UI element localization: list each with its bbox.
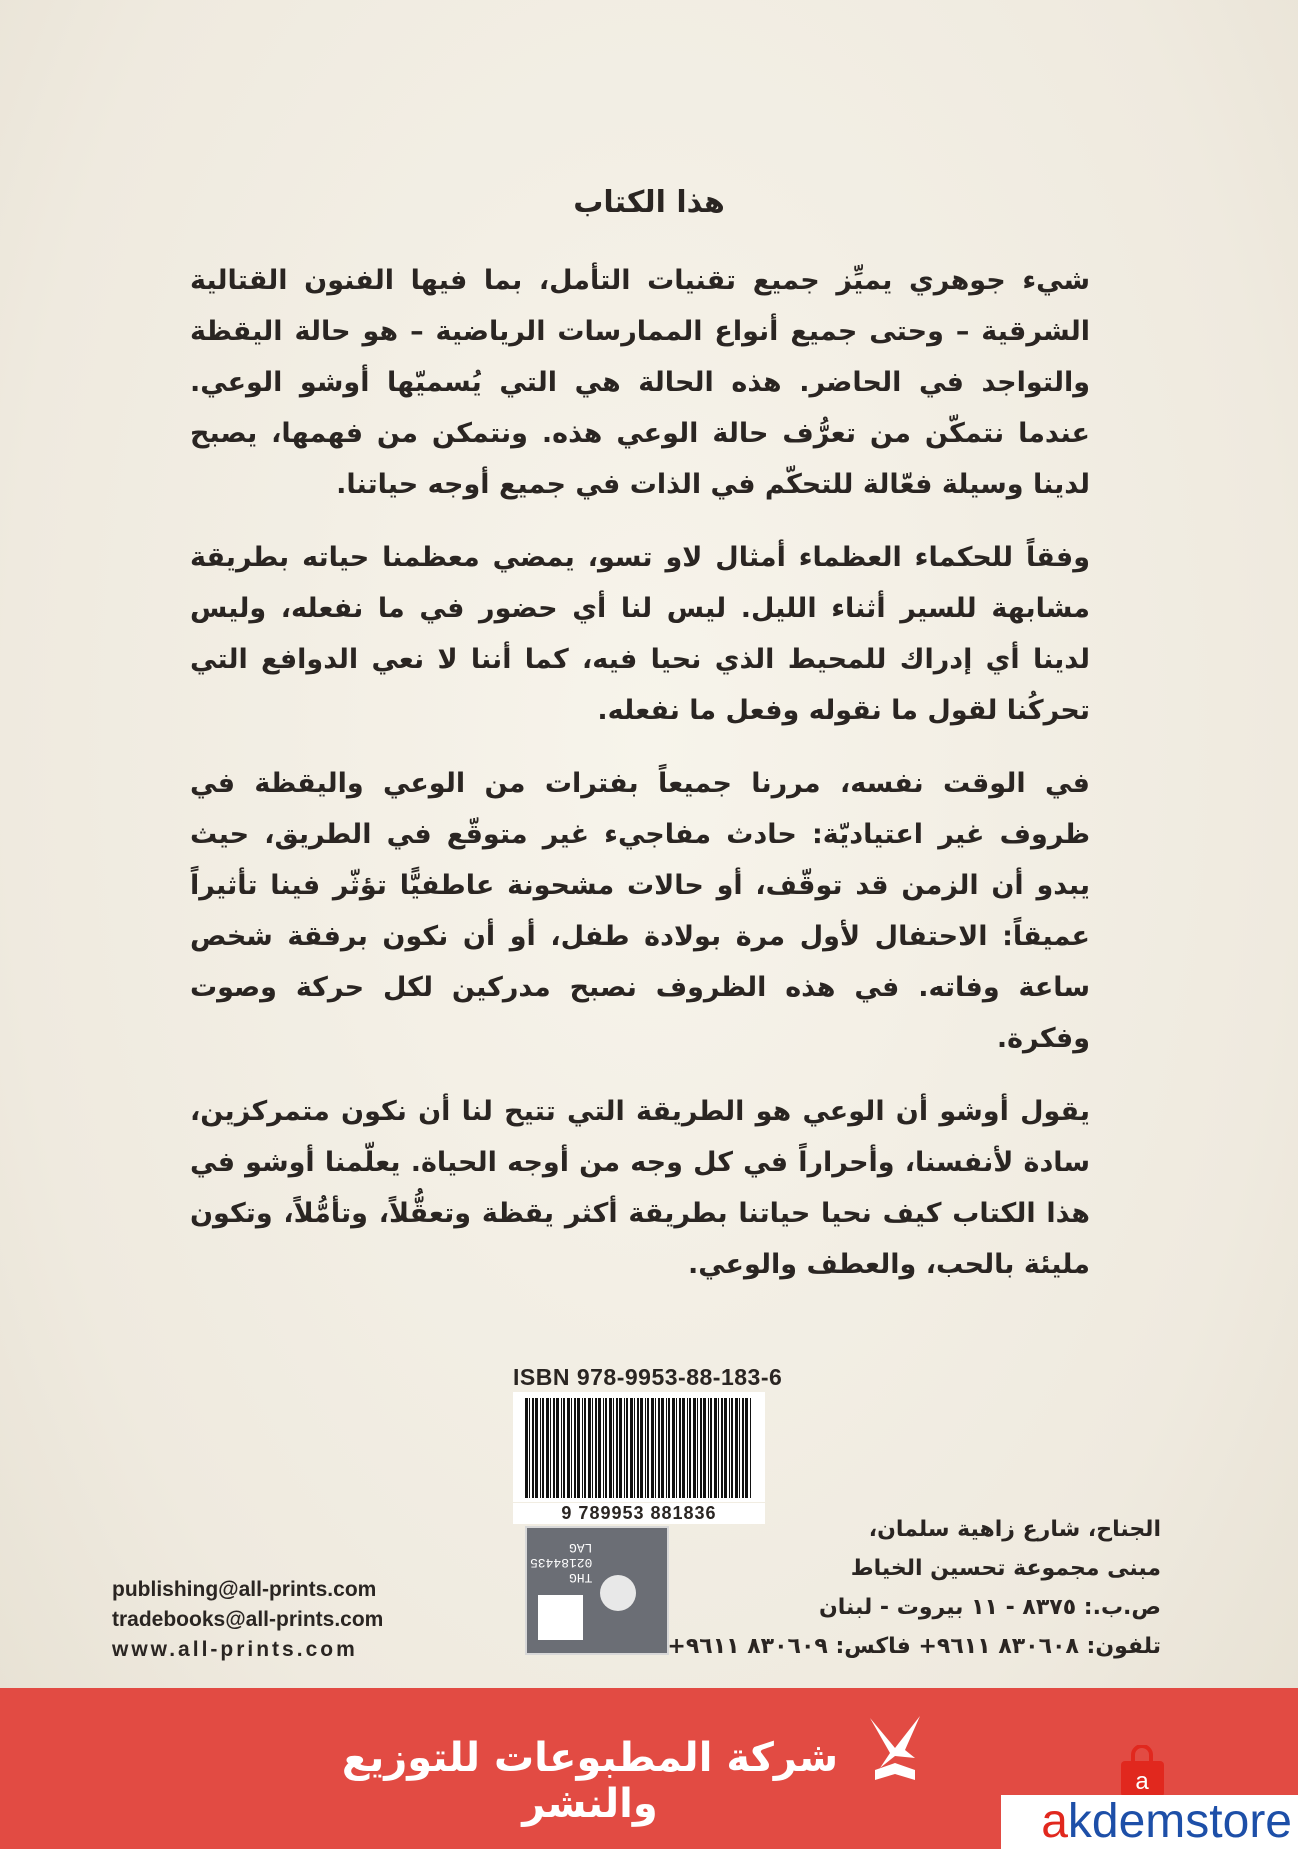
barcode-bar [745, 1398, 748, 1498]
shopping-bag-icon [1115, 1745, 1170, 1800]
barcode-bar [595, 1398, 597, 1498]
barcode-bar [672, 1398, 675, 1498]
barcode-bar [651, 1398, 654, 1498]
barcode-bar [679, 1398, 681, 1498]
barcode [513, 1392, 765, 1502]
description-text [190, 255, 1090, 1312]
barcode-bar [640, 1398, 643, 1498]
barcode-bar [546, 1398, 549, 1498]
bird-logo-icon [860, 1708, 930, 1788]
publisher-address: الجناح، شارع زاهية سلمان، مبنى مجموعة تحسين الخياط ص.ب.: ٨٣٧٥ - ١١ بيروت - لبنان تلفون: ٨٣٠٦٠٨ ٩٦١١+ فاكس: ٨٣٠٦٠٩ ٩٦١١+ [667, 1517, 1161, 1659]
barcode-bar [668, 1398, 670, 1498]
barcode-bar [626, 1398, 628, 1498]
barcode-bar [630, 1398, 633, 1498]
barcode-bar [556, 1398, 559, 1498]
sticker-logo-icon [600, 1575, 636, 1611]
section-title: هذا الكتاب [573, 185, 725, 220]
barcode-bar [571, 1398, 572, 1498]
barcode-bar [700, 1398, 702, 1498]
barcode-bar [710, 1398, 712, 1498]
barcode-bar [637, 1398, 639, 1498]
barcode-bar [714, 1398, 717, 1498]
barcode-bar [563, 1398, 565, 1498]
barcode-bar [592, 1398, 593, 1498]
barcode-bar [703, 1398, 706, 1498]
barcode-bar [605, 1398, 607, 1498]
barcode-bar [577, 1398, 580, 1498]
barcode-bar [588, 1398, 591, 1498]
barcode-bar [724, 1398, 727, 1498]
barcode-bar [655, 1398, 656, 1498]
barcode-bar [666, 1398, 667, 1498]
barcode-bar [619, 1398, 622, 1498]
paragraph-3: في الوقت نفسه، مررنا جميعاً بفترات من الوعي واليقظة في ظروف غير اعتياديّة: حادث مفاجيء غير متوقّع في الطريق، حيث يبدو أن الزمن قد توقّف، أو حالات مشحونة عاطفيًّا تؤثّر فينا تأثيراً عميقاً: الاحتفال لأول مرة بولادة طفل، أو أن نكون برفقة شخص ساعة وفاته. في هذه الظروف نصبح مدركين لكل حركة وصوت وفكرة. [190, 768, 1090, 1054]
svg-text:a: a [1135, 1768, 1149, 1795]
paragraph-4: يقول أوشو أن الوعي هو الطريقة التي تتيح لنا أن نكون متمركزين، سادة لأنفسنا، وأحراراً في كل وجه من أوجه الحياة. يعلّمنا أوشو في هذا الكتاب كيف نحيا حياتنا بطريقة أكثر يقظة وتعقُّلاً، وتأمُّلاً، وتكون مليئة بالحب، والعطف والوعي. [190, 1096, 1090, 1280]
barcode-bar [689, 1398, 691, 1498]
barcode-bar [529, 1398, 530, 1498]
barcode-bar [676, 1398, 677, 1498]
barcode-bar [582, 1398, 583, 1498]
barcode-bar [609, 1398, 612, 1498]
isbn-label: ISBN 978-9953-88-183-6 [513, 1364, 783, 1390]
barcode-bar [584, 1398, 586, 1498]
barcode-bar [535, 1398, 538, 1498]
barcode-bar [603, 1398, 604, 1498]
barcode-bar [550, 1398, 551, 1498]
barcode-bar [542, 1398, 544, 1498]
barcode-bar [739, 1398, 740, 1498]
barcode-bar [687, 1398, 688, 1498]
barcode-bar [718, 1398, 719, 1498]
barcode-bar [731, 1398, 733, 1498]
barcode-bar [658, 1398, 660, 1498]
barcode-bar [624, 1398, 625, 1498]
barcode-bar [729, 1398, 730, 1498]
barcode-bar [645, 1398, 646, 1498]
barcode-bar [708, 1398, 709, 1498]
barcode-bar [750, 1398, 751, 1498]
barcode-bar [661, 1398, 664, 1498]
barcode-bar [553, 1398, 555, 1498]
barcode-bar [525, 1398, 528, 1498]
barcode-bars [523, 1398, 755, 1498]
barcode-bar [682, 1398, 685, 1498]
barcode-bar [567, 1398, 570, 1498]
barcode-digits: 9 789953 881836 [513, 1503, 765, 1524]
store-watermark: akdemstore [1001, 1795, 1298, 1849]
barcode-bar [697, 1398, 698, 1498]
barcode-bar [532, 1398, 534, 1498]
email-publishing[interactable]: publishing@all-prints.com [112, 1578, 377, 1601]
qr-code-icon [538, 1595, 583, 1640]
barcode-bar [613, 1398, 614, 1498]
barcode-bar [647, 1398, 649, 1498]
email-tradebooks[interactable]: tradebooks@all-prints.com [112, 1608, 384, 1631]
barcode-bar [693, 1398, 696, 1498]
publisher-name: شركة المطبوعات للتوزيع والنشر [341, 1735, 839, 1827]
barcode-bar [735, 1398, 738, 1498]
sticker-code: THG 02184435 LAG [530, 1540, 593, 1585]
barcode-bar [742, 1398, 744, 1498]
website-link[interactable]: www.all-prints.com [112, 1638, 358, 1661]
paragraph-1: شيء جوهري يميِّز جميع تقنيات التأمل، بما فيها الفنون القتالية الشرقية – وحتى جميع أنواع الممارسات الرياضية – هو حالة اليقظة والتواجد في الحاضر. هذه الحالة هي التي يُسميّها أوشو الوعي. عندما نتمكّن من تعرُّف حالة الوعي هذه. ونتمكن من فهمها، يصبح لدينا وسيلة فعّالة للتحكّم في الذات في جميع أوجه حياتنا. [190, 265, 1090, 500]
barcode-bar [634, 1398, 635, 1498]
barcode-bar [721, 1398, 723, 1498]
barcode-bar [561, 1398, 562, 1498]
barcode-bar [598, 1398, 601, 1498]
barcode-bar [540, 1398, 541, 1498]
barcode-bar [616, 1398, 618, 1498]
contact-info [112, 1575, 383, 1665]
barcode-bar [574, 1398, 576, 1498]
paragraph-2: وفقاً للحكماء العظماء أمثال لاو تسو، يمضي معظمنا حياته بطريقة مشابهة للسير أثناء الليل. ليس لنا أي حضور في ما نفعله، وليس لدينا أي إدراك للمحيط الذي نحيا فيه، كما أننا لا نعي الدوافع التي تحركُنا لقول ما نقوله وفعل ما نفعله. [190, 542, 1090, 726]
